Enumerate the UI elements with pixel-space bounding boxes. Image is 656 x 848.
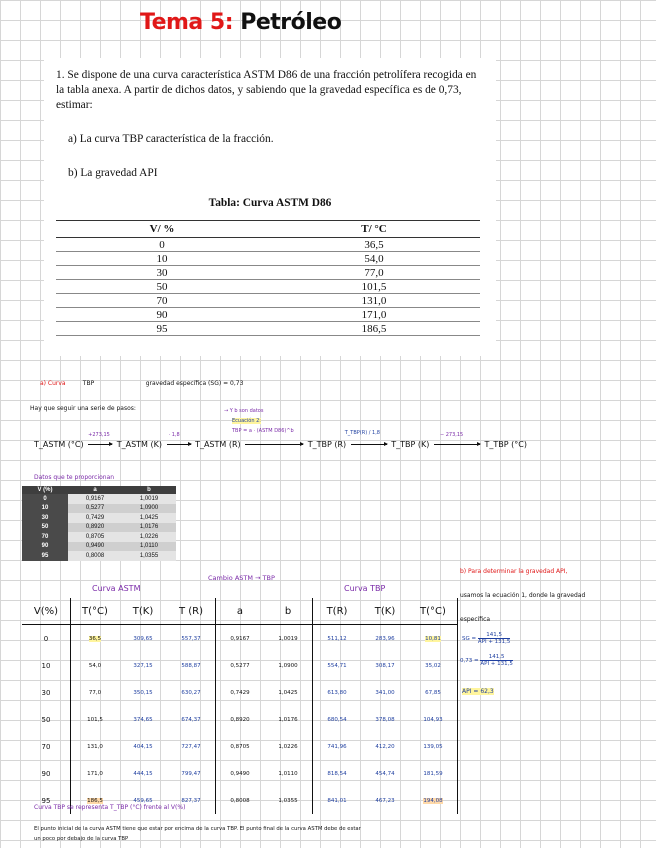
chain-op-3: T_TBP(R) / 1,8 [344, 430, 380, 436]
header-v: V(%) [22, 598, 71, 625]
note-data: → Y b son datos [224, 408, 264, 414]
api-intro-text: b) Para determinar la gravedad API, [460, 568, 568, 575]
cell-tbp-r: 613,80 [327, 689, 347, 696]
eq1-numerator: 141,5 [478, 632, 511, 639]
cell-astm-c-value: 186,5 [87, 797, 103, 804]
note-data-given: Datos que te proporcionan [34, 474, 115, 481]
footer-curve: Curva TBP se representa T_TBP (°C) frente al V(%) [34, 804, 186, 811]
api-intro-2: usamos la ecuación 1, donde la gravedad [460, 592, 586, 599]
problem-intro: 1. Se dispone de una curva característica ASTM D86 de una fracción petrolífera recogida en la tabla anexa. A partir de dichos datos, y sabiendo que la gravedad específica es de 0,73, estimar: [56, 69, 477, 111]
cell-a: 0,9167 [230, 635, 250, 642]
results-row [22, 706, 458, 733]
header-tbp-r: T(R) [313, 598, 362, 625]
cell-tbp-r: 741,96 [327, 743, 347, 750]
table-row [56, 308, 480, 322]
cell-astm-c: 77,0 [88, 689, 102, 696]
results-table [22, 598, 458, 814]
cell-astm-r: 827,37 [167, 787, 216, 814]
coef-a: 0,9167 [68, 494, 122, 504]
coef-a: 0,9490 [68, 542, 122, 552]
cell-b: 1,0425 [264, 679, 313, 706]
group-tbp: Curva TBP [344, 584, 386, 593]
chain-t-tbp-k: T_TBP (K) [391, 440, 430, 449]
coef-b: 1,0176 [122, 523, 176, 533]
cell-tbp-r: 818,54 [327, 770, 347, 777]
problem-part-b: b) La gravedad API [68, 167, 158, 179]
cell-astm-r: 674,37 [167, 706, 216, 733]
title-word: Petróleo [240, 10, 342, 35]
cell-tbp-k: 308,17 [375, 662, 395, 669]
cell-temperature: 101,5 [268, 280, 480, 294]
chain-t-astm-r: T_ASTM (R) [195, 440, 241, 449]
footer-line-2: un poco por debajo de la curva TBP [34, 836, 129, 842]
cell-tbp-c: 104,93 [409, 706, 458, 733]
cell-tbp-k: 454,74 [375, 770, 395, 777]
cell-b: 1,0900 [264, 652, 313, 679]
chain-op-1: +273,15 [88, 432, 110, 438]
cell-astm-k: 327,15 [133, 662, 153, 669]
cell-astm-c: 131,0 [87, 743, 103, 750]
cell-v: 90 [22, 760, 71, 787]
header-astm-r: T (R) [167, 598, 216, 625]
cell-astm-r: 588,87 [167, 652, 216, 679]
cell-tbp-c [409, 625, 458, 653]
cell-tbp-c: 67,85 [409, 679, 458, 706]
table-row [56, 266, 480, 280]
results-row [22, 760, 458, 787]
arrow-icon [245, 444, 303, 445]
cell-tbp-c [409, 787, 458, 814]
cell-astm-r: 799,47 [167, 760, 216, 787]
cell-temperature: 131,0 [268, 294, 480, 308]
cell-a: 0,7429 [230, 689, 250, 696]
cell-temperature: 186,5 [268, 322, 480, 336]
cell-astm-k: 309,65 [133, 635, 153, 642]
eq2-denominator: API + 131,5 [480, 661, 513, 667]
coef-volume: 10 [22, 504, 68, 514]
page-title [140, 10, 341, 35]
cell-tbp-k: 467,23 [375, 797, 395, 804]
cell-astm-r: 557,37 [167, 625, 216, 653]
group-astm: Curva ASTM [92, 584, 141, 593]
cell-volume: 90 [56, 308, 268, 322]
cell-temperature: 36,5 [268, 238, 480, 252]
coef-row [22, 523, 176, 533]
cell-astm-c: 101,5 [87, 716, 103, 723]
coef-a: 0,8705 [68, 532, 122, 542]
cell-astm-k: 459,65 [133, 797, 153, 804]
cell-volume: 50 [56, 280, 268, 294]
problem-panel [44, 58, 496, 356]
api-equation-2 [460, 654, 513, 667]
table-row [56, 322, 480, 336]
cell-astm-c [71, 625, 120, 653]
coef-header-volume: V (%) [22, 486, 68, 494]
cell-b: 1,0355 [264, 787, 313, 814]
coef-row [22, 504, 176, 514]
cell-v: 50 [22, 706, 71, 733]
cell-b: 1,0110 [264, 760, 313, 787]
cell-v: 30 [22, 679, 71, 706]
cell-astm-r: 630,27 [167, 679, 216, 706]
cell-temperature: 54,0 [268, 252, 480, 266]
note-follow-steps: Hay que seguir una serie de pasos: [30, 405, 136, 412]
coef-b: 1,0900 [122, 504, 176, 514]
coef-header-b: b [122, 486, 176, 494]
results-row [22, 733, 458, 760]
table-row [56, 294, 480, 308]
arrow-icon [434, 444, 480, 445]
note-a-tbp: TBP [82, 380, 95, 387]
cell-volume: 30 [56, 266, 268, 280]
cell-astm-k: 374,65 [133, 716, 153, 723]
coef-volume: 30 [22, 513, 68, 523]
cell-volume: 10 [56, 252, 268, 266]
cell-tbp-c: 35,02 [409, 652, 458, 679]
header-temperature: T/ °C [268, 221, 480, 238]
cell-tbp-c: 139,05 [409, 733, 458, 760]
cell-astm-r: 727,47 [167, 733, 216, 760]
chain-t-astm-c: T_ASTM (°C) [34, 440, 84, 449]
api-result-value: API = 62,3 [462, 688, 494, 695]
cell-tbp-r: 554,71 [327, 662, 347, 669]
footer-line-1: El punto inicial de la curva ASTM tiene que estar por encima de la curva TBP. El punto final de la curva ASTM debe de estar [34, 826, 361, 832]
cell-b: 1,0226 [264, 733, 313, 760]
coef-header-row [22, 486, 176, 494]
header-astm-c: T(°C) [71, 598, 120, 625]
coef-volume: 95 [22, 551, 68, 561]
cell-a: 0,8920 [230, 716, 250, 723]
eq1-lhs: SG = [462, 636, 477, 642]
api-result [462, 688, 494, 695]
cell-astm-c-value: 36,5 [88, 635, 102, 642]
chain-t-tbp-r: T_TBP (R) [307, 440, 347, 449]
note-part-a [40, 380, 243, 387]
cell-temperature: 171,0 [268, 308, 480, 322]
cell-a: 0,8705 [230, 743, 250, 750]
cell-v: 70 [22, 733, 71, 760]
coef-volume: 0 [22, 494, 68, 504]
note-equation: Ecuación 2: [232, 418, 261, 424]
cell-volume: 70 [56, 294, 268, 308]
cell-tbp-k: 283,96 [375, 635, 395, 642]
cell-astm-k: 404,15 [133, 743, 153, 750]
api-intro-3: específica [460, 616, 491, 623]
api-intro-1 [460, 568, 567, 575]
coef-row [22, 513, 176, 523]
coef-volume: 50 [22, 523, 68, 533]
coef-volume: 70 [22, 532, 68, 542]
cell-astm-k: 444,15 [133, 770, 153, 777]
coef-b: 1,0226 [122, 532, 176, 542]
coef-a: 0,5277 [68, 504, 122, 514]
header-a: a [216, 598, 265, 625]
cell-a: 0,5277 [230, 662, 250, 669]
coef-b: 1,0425 [122, 513, 176, 523]
header-tbp-k: T(K) [361, 598, 409, 625]
cell-astm-c: 54,0 [88, 662, 102, 669]
astm-d86-table [56, 220, 480, 336]
table-row [56, 238, 480, 252]
note-a-gravity: gravedad específica (SG) = 0,73 [145, 380, 244, 387]
results-header-row [22, 598, 458, 625]
results-row [22, 652, 458, 679]
table-caption: Tabla: Curva ASTM D86 [208, 197, 332, 209]
cell-tbp-c: 181,59 [409, 760, 458, 787]
coef-row [22, 542, 176, 552]
group-change: Cambio ASTM → TBP [208, 574, 275, 582]
cell-temperature: 77,0 [268, 266, 480, 280]
chain-op-4: − 273,15 [439, 432, 464, 438]
note-a-label: a) Curva [40, 380, 66, 387]
coef-b: 1,0019 [122, 494, 176, 504]
coef-b: 1,0110 [122, 542, 176, 552]
eq1-denominator: API + 131,5 [477, 639, 511, 645]
cell-tbp-k: 412,20 [375, 743, 395, 750]
cell-astm-c: 171,0 [87, 770, 103, 777]
chain-t-astm-k: T_ASTM (K) [116, 440, 162, 449]
cell-tbp-k: 378,08 [375, 716, 395, 723]
table-row [56, 252, 480, 266]
cell-tbp-r: 841,01 [327, 797, 347, 804]
header-volume: V/ % [56, 221, 268, 238]
coef-row [22, 551, 176, 561]
cell-volume: 0 [56, 238, 268, 252]
results-row [22, 679, 458, 706]
arrow-icon [351, 444, 387, 445]
cell-tbp-k: 341,00 [375, 689, 395, 696]
coef-row [22, 532, 176, 542]
api-equation-1 [462, 632, 510, 645]
chain-op-2: · 1,8 [168, 432, 180, 438]
eq2-lhs: 0,73 = [460, 658, 479, 664]
cell-tbp-c-value: 194,08 [423, 797, 443, 804]
cell-tbp-c-value: 10,81 [425, 635, 441, 642]
coef-volume: 90 [22, 542, 68, 552]
arrow-icon [88, 444, 112, 445]
cell-b: 1,0176 [264, 706, 313, 733]
cell-a: 0,9490 [230, 770, 250, 777]
cell-tbp-r: 680,54 [327, 716, 347, 723]
cell-v: 0 [22, 625, 71, 653]
coef-b: 1,0355 [122, 551, 176, 561]
chain-t-tbp-c: T_TBP (°C) [484, 440, 527, 449]
results-row [22, 625, 458, 653]
coefficient-table [22, 486, 176, 561]
header-b: b [264, 598, 313, 625]
cell-astm-k: 350,15 [133, 689, 153, 696]
header-tbp-c: T(°C) [409, 598, 458, 625]
note-equation-detail: TBP = a · (ASTM D86)^b [232, 428, 294, 434]
cell-tbp-r: 511,12 [327, 635, 347, 642]
cell-v: 95 [22, 787, 71, 814]
cell-a: 0,8008 [230, 797, 250, 804]
problem-part-a: a) La curva TBP característica de la fracción. [68, 133, 274, 145]
table-header-row [56, 221, 480, 238]
coef-a: 0,8008 [68, 551, 122, 561]
cell-b: 1,0019 [264, 625, 313, 653]
title-prefix: Tema 5: [140, 10, 234, 35]
cell-volume: 95 [56, 322, 268, 336]
eq2-numerator: 141,5 [480, 654, 513, 661]
header-astm-k: T(K) [119, 598, 167, 625]
coef-a: 0,7429 [68, 513, 122, 523]
coef-header-a: a [68, 486, 122, 494]
arrow-icon [167, 444, 191, 445]
table-row [56, 280, 480, 294]
coef-row [22, 494, 176, 504]
coef-a: 0,8920 [68, 523, 122, 533]
cell-v: 10 [22, 652, 71, 679]
